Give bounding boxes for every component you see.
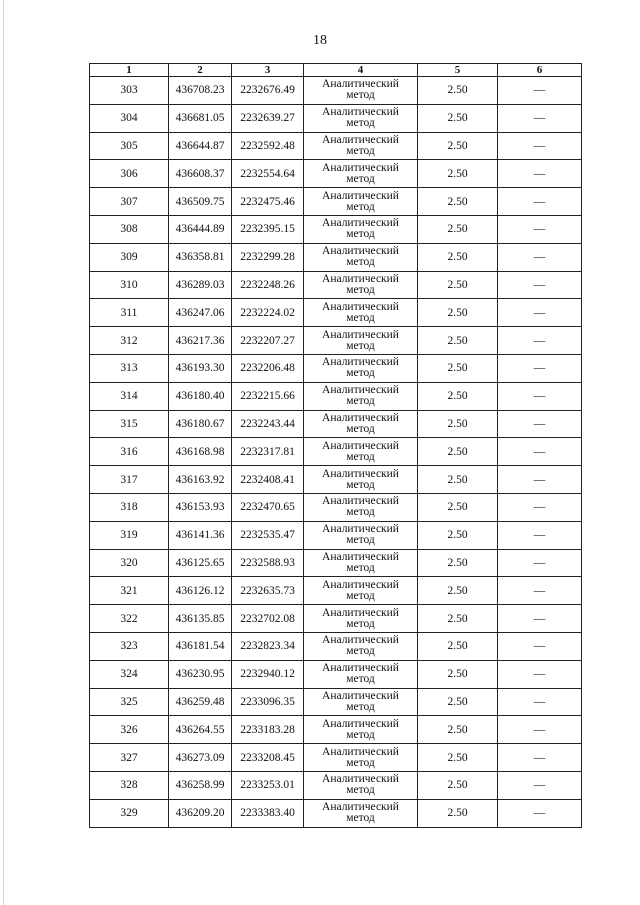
cell-coord-x: 436289.03 <box>169 271 232 299</box>
cell-coord-y: 2232535.47 <box>232 521 304 549</box>
cell-point-number: 327 <box>90 744 169 772</box>
cell-method <box>304 744 418 772</box>
cell-coord-x: 436509.75 <box>169 188 232 216</box>
table-row <box>90 549 582 577</box>
cell-method <box>304 577 418 605</box>
cell-method <box>304 132 418 160</box>
cell-method <box>304 271 418 299</box>
cell-point-number: 303 <box>90 77 169 105</box>
cell-coord-y: 2232224.02 <box>232 299 304 327</box>
cell-accuracy: 2.50 <box>418 243 498 271</box>
cell-coord-x: 436125.65 <box>169 549 232 577</box>
cell-accuracy: 2.50 <box>418 466 498 494</box>
col-header-2: 2 <box>169 64 232 77</box>
table-row <box>90 104 582 132</box>
method-line-1: Аналитический <box>322 161 399 174</box>
method-line-2: метод <box>346 478 375 491</box>
table-row <box>90 716 582 744</box>
cell-point-number: 324 <box>90 660 169 688</box>
method-line-1: Аналитический <box>322 272 399 285</box>
table-row <box>90 410 582 438</box>
table-row <box>90 188 582 216</box>
method-line-2: метод <box>346 673 375 686</box>
cell-note: — <box>498 521 582 549</box>
cell-note: — <box>498 243 582 271</box>
cell-coord-x: 436153.93 <box>169 493 232 521</box>
cell-coord-x: 436180.67 <box>169 410 232 438</box>
cell-point-number: 326 <box>90 716 169 744</box>
cell-coord-x: 436444.89 <box>169 215 232 243</box>
cell-coord-y: 2232676.49 <box>232 77 304 105</box>
cell-coord-x: 436181.54 <box>169 632 232 660</box>
cell-accuracy: 2.50 <box>418 410 498 438</box>
header-row <box>90 64 582 77</box>
table-row <box>90 243 582 271</box>
cell-coord-y: 2232206.48 <box>232 354 304 382</box>
method-line-1: Аналитический <box>322 300 399 313</box>
cell-point-number: 311 <box>90 299 169 327</box>
cell-coord-y: 2232470.65 <box>232 493 304 521</box>
method-line-2: метод <box>346 89 375 102</box>
cell-point-number: 318 <box>90 493 169 521</box>
method-line-1: Аналитический <box>322 801 399 814</box>
method-line-1: Аналитический <box>322 217 399 230</box>
cell-method <box>304 354 418 382</box>
cell-note: — <box>498 605 582 633</box>
cell-coord-y: 2232299.28 <box>232 243 304 271</box>
cell-accuracy: 2.50 <box>418 771 498 799</box>
cell-note: — <box>498 327 582 355</box>
cell-note: — <box>498 466 582 494</box>
cell-coord-x: 436264.55 <box>169 716 232 744</box>
cell-point-number: 309 <box>90 243 169 271</box>
cell-coord-x: 436141.36 <box>169 521 232 549</box>
method-line-2: метод <box>346 756 375 769</box>
cell-point-number: 317 <box>90 466 169 494</box>
cell-coord-y: 2232395.15 <box>232 215 304 243</box>
cell-accuracy: 2.50 <box>418 327 498 355</box>
cell-note: — <box>498 160 582 188</box>
table-row <box>90 632 582 660</box>
method-line-2: метод <box>346 645 375 658</box>
cell-coord-y: 2233383.40 <box>232 799 304 827</box>
col-header-1: 1 <box>90 64 169 77</box>
cell-coord-y: 2232554.64 <box>232 160 304 188</box>
table-row <box>90 382 582 410</box>
method-line-2: метод <box>346 395 375 408</box>
cell-point-number: 321 <box>90 577 169 605</box>
cell-method <box>304 188 418 216</box>
cell-point-number: 322 <box>90 605 169 633</box>
cell-note: — <box>498 577 582 605</box>
cell-point-number: 306 <box>90 160 169 188</box>
method-line-1: Аналитический <box>322 106 399 119</box>
cell-note: — <box>498 688 582 716</box>
cell-method <box>304 716 418 744</box>
cell-note: — <box>498 299 582 327</box>
method-line-1: Аналитический <box>322 689 399 702</box>
method-line-2: метод <box>346 728 375 741</box>
col-header-5: 5 <box>418 64 498 77</box>
method-line-1: Аналитический <box>322 328 399 341</box>
cell-coord-y: 2232408.41 <box>232 466 304 494</box>
method-line-1: Аналитический <box>322 439 399 452</box>
cell-method <box>304 299 418 327</box>
method-line-1: Аналитический <box>322 356 399 369</box>
method-line-2: метод <box>346 228 375 241</box>
cell-note: — <box>498 771 582 799</box>
cell-accuracy: 2.50 <box>418 104 498 132</box>
table-row <box>90 299 582 327</box>
cell-note: — <box>498 660 582 688</box>
cell-point-number: 304 <box>90 104 169 132</box>
method-line-2: метод <box>346 367 375 380</box>
cell-method <box>304 215 418 243</box>
cell-coord-x: 436126.12 <box>169 577 232 605</box>
method-line-2: метод <box>346 256 375 269</box>
cell-accuracy: 2.50 <box>418 521 498 549</box>
cell-method <box>304 493 418 521</box>
table-row <box>90 354 582 382</box>
cell-note: — <box>498 188 582 216</box>
cell-accuracy: 2.50 <box>418 688 498 716</box>
cell-coord-y: 2232588.93 <box>232 549 304 577</box>
coordinates-table <box>89 63 582 828</box>
cell-note: — <box>498 493 582 521</box>
cell-accuracy: 2.50 <box>418 160 498 188</box>
cell-method <box>304 382 418 410</box>
cell-note: — <box>498 382 582 410</box>
table-row <box>90 493 582 521</box>
table-row <box>90 466 582 494</box>
cell-note: — <box>498 104 582 132</box>
cell-coord-x: 436168.98 <box>169 438 232 466</box>
cell-note: — <box>498 354 582 382</box>
cell-coord-x: 436230.95 <box>169 660 232 688</box>
col-header-3: 3 <box>232 64 304 77</box>
cell-coord-x: 436273.09 <box>169 744 232 772</box>
method-line-2: метод <box>346 506 375 519</box>
cell-point-number: 305 <box>90 132 169 160</box>
method-line-2: метод <box>346 589 375 602</box>
method-line-2: метод <box>346 311 375 324</box>
cell-accuracy: 2.50 <box>418 77 498 105</box>
cell-method <box>304 438 418 466</box>
cell-method <box>304 160 418 188</box>
method-line-1: Аналитический <box>322 133 399 146</box>
cell-note: — <box>498 271 582 299</box>
method-line-1: Аналитический <box>322 662 399 675</box>
table-body <box>90 77 582 828</box>
cell-point-number: 314 <box>90 382 169 410</box>
page-number: 18 <box>313 33 327 48</box>
cell-method <box>304 549 418 577</box>
cell-note: — <box>498 410 582 438</box>
cell-coord-y: 2233253.01 <box>232 771 304 799</box>
cell-accuracy: 2.50 <box>418 438 498 466</box>
method-line-2: метод <box>346 700 375 713</box>
cell-accuracy: 2.50 <box>418 577 498 605</box>
table-row <box>90 605 582 633</box>
cell-coord-x: 436681.05 <box>169 104 232 132</box>
cell-point-number: 307 <box>90 188 169 216</box>
cell-method <box>304 104 418 132</box>
cell-note: — <box>498 438 582 466</box>
table-row <box>90 744 582 772</box>
cell-note: — <box>498 744 582 772</box>
cell-method <box>304 632 418 660</box>
method-line-2: метод <box>346 144 375 157</box>
table-row <box>90 521 582 549</box>
col-header-4: 4 <box>304 64 418 77</box>
method-line-2: метод <box>346 561 375 574</box>
cell-coord-y: 2233096.35 <box>232 688 304 716</box>
cell-coord-x: 436358.81 <box>169 243 232 271</box>
cell-coord-y: 2232940.12 <box>232 660 304 688</box>
cell-coord-x: 436217.36 <box>169 327 232 355</box>
method-line-2: метод <box>346 339 375 352</box>
method-line-2: метод <box>346 283 375 296</box>
cell-method <box>304 771 418 799</box>
cell-coord-x: 436209.20 <box>169 799 232 827</box>
cell-point-number: 308 <box>90 215 169 243</box>
cell-accuracy: 2.50 <box>418 605 498 633</box>
table-row <box>90 799 582 827</box>
table-row <box>90 77 582 105</box>
cell-accuracy: 2.50 <box>418 632 498 660</box>
cell-coord-y: 2232243.44 <box>232 410 304 438</box>
table-row <box>90 160 582 188</box>
cell-note: — <box>498 716 582 744</box>
cell-accuracy: 2.50 <box>418 744 498 772</box>
cell-coord-x: 436163.92 <box>169 466 232 494</box>
cell-coord-y: 2232207.27 <box>232 327 304 355</box>
cell-method <box>304 521 418 549</box>
cell-coord-x: 436259.48 <box>169 688 232 716</box>
method-line-1: Аналитический <box>322 245 399 258</box>
cell-coord-x: 436258.99 <box>169 771 232 799</box>
method-line-2: метод <box>346 812 375 825</box>
table-row <box>90 327 582 355</box>
cell-method <box>304 327 418 355</box>
cell-accuracy: 2.50 <box>418 716 498 744</box>
table-row <box>90 577 582 605</box>
method-line-1: Аналитический <box>322 606 399 619</box>
cell-point-number: 319 <box>90 521 169 549</box>
table-row <box>90 771 582 799</box>
cell-note: — <box>498 215 582 243</box>
cell-coord-y: 2232635.73 <box>232 577 304 605</box>
method-line-1: Аналитический <box>322 550 399 563</box>
method-line-1: Аналитический <box>322 495 399 508</box>
table-row <box>90 215 582 243</box>
cell-point-number: 313 <box>90 354 169 382</box>
method-line-2: метод <box>346 534 375 547</box>
table-row <box>90 438 582 466</box>
cell-point-number: 323 <box>90 632 169 660</box>
cell-coord-x: 436135.85 <box>169 605 232 633</box>
cell-method <box>304 688 418 716</box>
cell-coord-y: 2232639.27 <box>232 104 304 132</box>
method-line-2: метод <box>346 172 375 185</box>
cell-coord-x: 436644.87 <box>169 132 232 160</box>
cell-coord-y: 2232215.66 <box>232 382 304 410</box>
cell-coord-x: 436708.23 <box>169 77 232 105</box>
cell-method <box>304 410 418 438</box>
cell-coord-x: 436180.40 <box>169 382 232 410</box>
cell-accuracy: 2.50 <box>418 660 498 688</box>
cell-method <box>304 799 418 827</box>
scan-edge-line <box>3 0 4 905</box>
col-header-6: 6 <box>498 64 582 77</box>
cell-accuracy: 2.50 <box>418 299 498 327</box>
table-row <box>90 132 582 160</box>
cell-coord-y: 2232702.08 <box>232 605 304 633</box>
method-line-2: метод <box>346 200 375 213</box>
method-line-1: Аналитический <box>322 773 399 786</box>
table-row <box>90 688 582 716</box>
cell-accuracy: 2.50 <box>418 354 498 382</box>
method-line-2: метод <box>346 450 375 463</box>
cell-point-number: 325 <box>90 688 169 716</box>
cell-coord-x: 436193.30 <box>169 354 232 382</box>
cell-accuracy: 2.50 <box>418 188 498 216</box>
method-line-1: Аналитический <box>322 467 399 480</box>
cell-coord-y: 2232592.48 <box>232 132 304 160</box>
method-line-1: Аналитический <box>322 523 399 536</box>
cell-point-number: 320 <box>90 549 169 577</box>
method-line-2: метод <box>346 422 375 435</box>
cell-coord-y: 2232823.34 <box>232 632 304 660</box>
method-line-2: метод <box>346 117 375 130</box>
cell-coord-y: 2232475.46 <box>232 188 304 216</box>
table-row <box>90 660 582 688</box>
cell-note: — <box>498 549 582 577</box>
cell-accuracy: 2.50 <box>418 132 498 160</box>
method-line-2: метод <box>346 617 375 630</box>
method-line-1: Аналитический <box>322 745 399 758</box>
cell-accuracy: 2.50 <box>418 215 498 243</box>
cell-coord-y: 2232317.81 <box>232 438 304 466</box>
cell-coord-x: 436247.06 <box>169 299 232 327</box>
cell-point-number: 315 <box>90 410 169 438</box>
cell-point-number: 329 <box>90 799 169 827</box>
method-line-1: Аналитический <box>322 78 399 91</box>
cell-coord-x: 436608.37 <box>169 160 232 188</box>
cell-point-number: 310 <box>90 271 169 299</box>
cell-method <box>304 77 418 105</box>
cell-accuracy: 2.50 <box>418 382 498 410</box>
cell-note: — <box>498 632 582 660</box>
cell-accuracy: 2.50 <box>418 493 498 521</box>
cell-coord-y: 2233208.45 <box>232 744 304 772</box>
cell-method <box>304 466 418 494</box>
cell-accuracy: 2.50 <box>418 799 498 827</box>
cell-method <box>304 660 418 688</box>
method-line-1: Аналитический <box>322 717 399 730</box>
cell-method <box>304 243 418 271</box>
cell-note: — <box>498 77 582 105</box>
method-line-1: Аналитический <box>322 634 399 647</box>
method-line-2: метод <box>346 784 375 797</box>
cell-note: — <box>498 799 582 827</box>
method-line-1: Аналитический <box>322 578 399 591</box>
method-line-1: Аналитический <box>322 384 399 397</box>
cell-point-number: 312 <box>90 327 169 355</box>
cell-coord-y: 2233183.28 <box>232 716 304 744</box>
method-line-1: Аналитический <box>322 411 399 424</box>
cell-accuracy: 2.50 <box>418 271 498 299</box>
cell-point-number: 316 <box>90 438 169 466</box>
cell-accuracy: 2.50 <box>418 549 498 577</box>
cell-point-number: 328 <box>90 771 169 799</box>
table-row <box>90 271 582 299</box>
cell-coord-y: 2232248.26 <box>232 271 304 299</box>
cell-note: — <box>498 132 582 160</box>
cell-method <box>304 605 418 633</box>
method-line-1: Аналитический <box>322 189 399 202</box>
